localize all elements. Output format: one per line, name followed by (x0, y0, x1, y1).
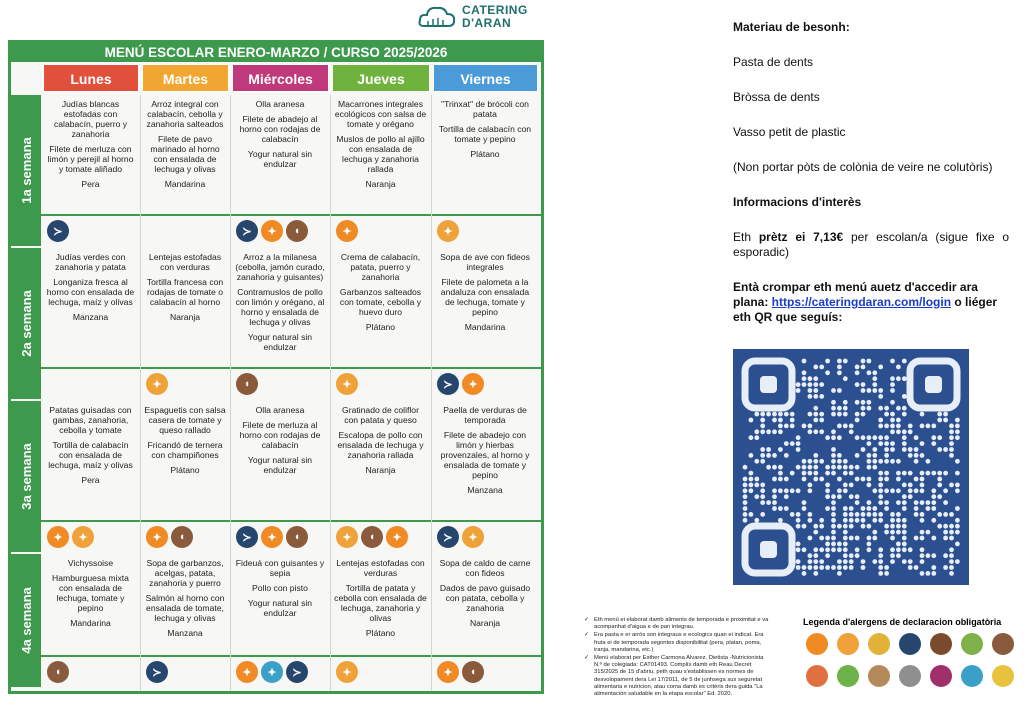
dish-text: Judías blancas estofadas con calabacín, puerro y zanahoria (53, 99, 128, 139)
crust-allergen-icon: ✦ (462, 526, 484, 548)
legend-item (958, 633, 986, 655)
allergen-row (236, 661, 308, 683)
allergen-row (437, 373, 484, 395)
dish-text: Longaniza fresca al horno con ensalada de lechuga, maíz y olivas (46, 277, 135, 307)
allergen-icon (806, 665, 828, 687)
dish-text: Manzana (167, 628, 203, 638)
gluten-allergen-icon: ✦ (386, 526, 408, 548)
allergen-row (236, 526, 308, 548)
allergen-row (236, 373, 258, 395)
dish-text: Salmón al horno con ensalada de tomate, lechuga y olivas (145, 593, 225, 623)
dish-text: Hamburguesa mixta con ensalada de lechuga, tomate y pepino (52, 573, 129, 613)
legend-item (927, 665, 955, 687)
dish-text: Tortilla francesa con rodajas de tomate o calabacín al horno (146, 277, 224, 307)
dish-text: Plátano (170, 465, 200, 475)
legend-item (803, 665, 831, 687)
dish-text: Arroz a la milanesa (cebolla, jamón curado, zanahoria y guisantes) (235, 252, 325, 282)
dish-text: Pera (81, 475, 100, 485)
allergen-icon (992, 633, 1014, 655)
material-item: Vasso petit de plastic (733, 125, 846, 139)
notes-list (584, 617, 770, 699)
dish-text: Filete de merluza al horno con rodajas de calabacín (239, 420, 321, 450)
menu-cell (330, 97, 431, 215)
egg-allergen-icon: ✦ (146, 373, 168, 395)
dish-text: Macarrones integrales ecológicos con salsa de tomate y orégano (334, 99, 427, 129)
dish-text: Sopa de garbanzos, acelgas, patata, zanahoria y puerro (146, 558, 224, 588)
menu-cell (41, 250, 140, 368)
menu-cell (330, 403, 431, 521)
dish-text: Plátano (470, 149, 500, 159)
gluten-allergen-icon: ✦ (236, 661, 258, 683)
legend-item (989, 665, 1017, 687)
dish-text: Patatas guisadas con gambas, zanahoria, cebolla y tomate (49, 405, 132, 435)
allergen-row (336, 526, 408, 548)
milk-allergen-icon: ◖ (171, 526, 193, 548)
allergen-row (336, 220, 358, 242)
legend-item (896, 633, 924, 655)
login-link[interactable]: https://cateringdaran.com/login (771, 295, 952, 309)
egg-allergen-icon: ✦ (336, 526, 358, 548)
milk-allergen-icon: ◖ (286, 526, 308, 548)
dish-text: "Trinxat" de brócoli con patata (441, 99, 529, 119)
dish-text: Mandarina (464, 322, 506, 332)
material-item: Pasta de dents (733, 55, 814, 69)
allergen-icon (837, 665, 859, 687)
fish-allergen-icon: ≻ (47, 220, 69, 242)
allergen-row (437, 661, 484, 683)
dish-text: Paella de verduras de temporada (443, 405, 527, 425)
week-label: 3a semana (11, 401, 41, 552)
gluten-allergen-icon: ✦ (336, 220, 358, 242)
dish-text: Lentejas estofadas con verduras (148, 252, 222, 272)
school-menu (8, 40, 544, 694)
dish-text: Muslos de pollo al ajillo con ensalada de lechuga y zanahoria rallada (336, 134, 425, 174)
materials-title: Materiau de besonh: (733, 20, 850, 34)
info-title: Informacions d'interès (733, 195, 862, 209)
gluten-allergen-icon: ✦ (146, 526, 168, 548)
allergen-row (47, 526, 94, 548)
menu-grid (11, 62, 541, 691)
allergen-row (236, 220, 308, 242)
legend-item (958, 665, 986, 687)
day-header: Viernes (433, 64, 538, 92)
legend-item (865, 665, 893, 687)
dish-text: Naranja (365, 179, 396, 189)
dish-text: Pollo con pisto (252, 583, 308, 593)
menu-cell (41, 403, 140, 521)
menu-cell (140, 250, 230, 368)
gluten-allergen-icon: ✦ (261, 220, 283, 242)
column-divider (431, 95, 432, 691)
allergen-icon (961, 633, 983, 655)
dish-text: Filete de palometa a la andaluza con ensalada de lechuga, tomate y pepino (440, 277, 530, 317)
dish-text: Filete de abadejo al horno con rodajas de calabacín (239, 114, 321, 144)
allergen-row (336, 661, 358, 683)
legend-title: Legenda d'alergens de declaracion obligatòria (803, 617, 1002, 627)
milk-allergen-icon: ◖ (361, 526, 383, 548)
dish-text: Contramuslos de pollo con limón y orégano, al horno y ensalada de lechuga y olivas (235, 287, 325, 327)
dish-text: Yogur natural sin endulzar (247, 598, 313, 618)
dish-text: Escalopa de pollo con ensalada de lechuga y zanahoria rallada (337, 430, 424, 460)
allergen-row (437, 220, 459, 242)
menu-cell (140, 556, 230, 656)
day-header: Jueves (332, 64, 430, 92)
egg-allergen-icon: ✦ (437, 220, 459, 242)
dish-text: Gratinado de coliflor con patata y queso (342, 405, 419, 425)
dish-text: Filete de pavo marinado al horno con ensalada de lechuga y olivas (150, 134, 220, 174)
legend-item (927, 633, 955, 655)
allergen-icon (992, 665, 1014, 687)
dish-text: Naranja (169, 312, 201, 322)
allergen-row (47, 220, 69, 242)
gluten-allergen-icon: ✦ (47, 526, 69, 548)
menu-cell (230, 250, 330, 368)
day-header: Lunes (43, 64, 139, 92)
dish-text: Naranja (469, 618, 501, 628)
mollusc-allergen-icon: ✦ (261, 661, 283, 683)
fish-allergen-icon: ≻ (236, 220, 258, 242)
gluten-allergen-icon: ✦ (261, 526, 283, 548)
dish-text: Crema de calabacín, patata, puerro y zanahoria (340, 252, 421, 282)
legend-item (834, 665, 862, 687)
dish-text: Vichyssoise (67, 558, 114, 568)
dish-text: Mandarina (70, 618, 111, 628)
dish-text: Filete de merluza con limón y perejil al horno y tomate aliñado (47, 144, 134, 174)
allergen-icon (806, 633, 828, 655)
allergen-row (146, 526, 193, 548)
logo-line1: CATERING (462, 3, 528, 17)
dish-text: Yogur natural sin endulzar (247, 332, 313, 352)
milk-allergen-icon: ◖ (462, 661, 484, 683)
dish-text: Plátano (365, 628, 396, 638)
column-divider (330, 95, 331, 691)
crust-allergen-icon: ✦ (72, 526, 94, 548)
day-header: Martes (142, 64, 229, 92)
allergen-icon (899, 633, 921, 655)
allergen-icon (868, 665, 890, 687)
dish-text: Garbanzos salteados con tomate, cebolla y huevo duro (339, 287, 422, 317)
menu-cell (431, 250, 539, 368)
allergen-row (336, 373, 358, 395)
legend-item (989, 633, 1017, 655)
menu-cell (140, 97, 230, 215)
column-divider (140, 95, 141, 691)
dish-text: Arroz integral con calabacín, cebolla y zanahoria salteados (146, 99, 224, 129)
legend-item (803, 633, 831, 655)
menu-cell (330, 556, 431, 656)
logo-line2: D'ARAN (462, 16, 512, 30)
note-item: ✓ Era pasta e er arròs son integraus e ecologics quan ei indicat. Era fruta ei de temporada segontes disponibilitat (pera, platan, poma, iranja, mandarina, etc.) (584, 632, 770, 654)
menu-cell (140, 403, 230, 521)
column-divider (230, 95, 231, 691)
dish-text: Olla aranesa (255, 405, 305, 415)
dish-text: Manzana (72, 312, 109, 322)
legend-grid (803, 633, 1013, 687)
dish-text: Sopa de caldo de carne con fideos (439, 558, 531, 578)
note-item: ✓ Menú elaborat per Esther Carmona Alvarez. Dietista -Nutricionista N.º de colegiada: CAT01493. Complís damb eth Reau Decret 315/2025 de 15 d'abriu, peth quau s'establissen es normes de desvolopament dera Lei 17/2011, de 5 de junhsega sus seguretat alimentaria e nutricion, atau coma damb es critèris dera guida "La alimentación saludable en la etapa escolar" Ed. 2020. (584, 655, 770, 698)
price-text: Eth prètz ei 7,13€ per escolan/a (sigue fixe o esporadic) (733, 230, 1009, 259)
dish-text: Sopa de ave con fideos integrales (440, 252, 530, 272)
legend-item (865, 633, 893, 655)
dish-text: Filete de abadejo con limón y hierbas provenzales, al horno y ensalada de tomate y pepino (440, 430, 530, 480)
cloud-logo-icon (418, 4, 456, 30)
menu-cell (431, 97, 539, 215)
menu-cell (41, 97, 140, 215)
note-item: ✓ Eth menú ei elaborat damb aliments de temporada e proximitat e va acompanhat d'aigua e de pan integrau. (584, 617, 770, 631)
week-label: 4a semana (11, 554, 41, 687)
menu-cell (431, 403, 539, 521)
milk-allergen-icon: ◖ (236, 373, 258, 395)
dish-text: Tortilla de calabacín con tomate y pepino (438, 124, 532, 144)
dish-text: Fideuá con guisantes y sepia (235, 558, 325, 578)
menu-cell (230, 97, 330, 215)
week-label: 1a semana (11, 95, 41, 246)
dish-text: Fricandó de ternera con champiñones (147, 440, 223, 460)
qr-code-icon[interactable] (733, 349, 969, 585)
legend-item (896, 665, 924, 687)
dish-text: Pera (81, 179, 100, 189)
dish-text: Tortilla de patata y cebolla con ensalada de lechuga, zanahoria y olivas (334, 583, 427, 623)
allergen-legend (803, 617, 1013, 687)
allergen-icon (899, 665, 921, 687)
dish-text: Espaguetis con salsa casera de tomate y queso rallado (144, 405, 226, 435)
allergen-row (146, 373, 168, 395)
material-item: Bròssa de dents (733, 90, 820, 104)
dish-text: Plátano (365, 322, 396, 332)
menu-title: MENÚ ESCOLAR ENERO-MARZO / CURSO 2025/2026 (104, 45, 448, 60)
info-panel (733, 20, 1009, 345)
dish-text: Mandarina (164, 179, 206, 189)
fish-allergen-icon: ≻ (286, 661, 308, 683)
menu-cell (41, 556, 140, 656)
gluten-allergen-icon: ✦ (437, 661, 459, 683)
dish-text: Dados de pavo guisado con patata, cebolla y zanahoria (439, 583, 531, 613)
allergen-row (47, 661, 69, 683)
menu-cell (230, 556, 330, 656)
milk-allergen-icon: ◖ (47, 661, 69, 683)
dish-text: Lentejas estofadas con verduras (336, 558, 425, 578)
buy-text: Entà crompar eth menú auetz d'accedir ara plana: https://cateringdaran.com/login o liéger eth QR que seguís: (733, 280, 998, 324)
allergen-row (437, 526, 484, 548)
dish-text: Olla aranesa (255, 99, 305, 109)
gluten-allergen-icon: ✦ (462, 373, 484, 395)
allergen-row (146, 661, 168, 683)
fish-allergen-icon: ≻ (437, 373, 459, 395)
legend-item (834, 633, 862, 655)
fish-allergen-icon: ≻ (146, 661, 168, 683)
dish-text: Tortilla de calabacín con ensalada de lechuga, maíz y olivas (48, 440, 133, 470)
dish-text: Manzana (467, 485, 503, 495)
dish-text: Judías verdes con zanahoria y patata (55, 252, 126, 272)
allergen-icon (930, 665, 952, 687)
fish-allergen-icon: ≻ (236, 526, 258, 548)
allergen-icon (837, 633, 859, 655)
dish-text: Yogur natural sin endulzar (247, 149, 313, 169)
dish-text: Yogur natural sin endulzar (247, 455, 313, 475)
day-header: Miércoles (232, 64, 329, 92)
milk-allergen-icon: ◖ (286, 220, 308, 242)
week-label: 2a semana (11, 248, 41, 399)
allergen-icon (930, 633, 952, 655)
fish-allergen-icon: ≻ (437, 526, 459, 548)
dish-text: Naranja (365, 465, 396, 475)
material-note: (Non portar pòts de colònia de veire ne colutòris) (733, 160, 993, 174)
menu-cell (230, 403, 330, 521)
menu-cell (330, 250, 431, 368)
allergen-icon (961, 665, 983, 687)
catering-logo (418, 4, 528, 30)
menu-cell (431, 556, 539, 656)
egg-allergen-icon: ✦ (336, 661, 358, 683)
egg-allergen-icon: ✦ (336, 373, 358, 395)
allergen-icon (868, 633, 890, 655)
